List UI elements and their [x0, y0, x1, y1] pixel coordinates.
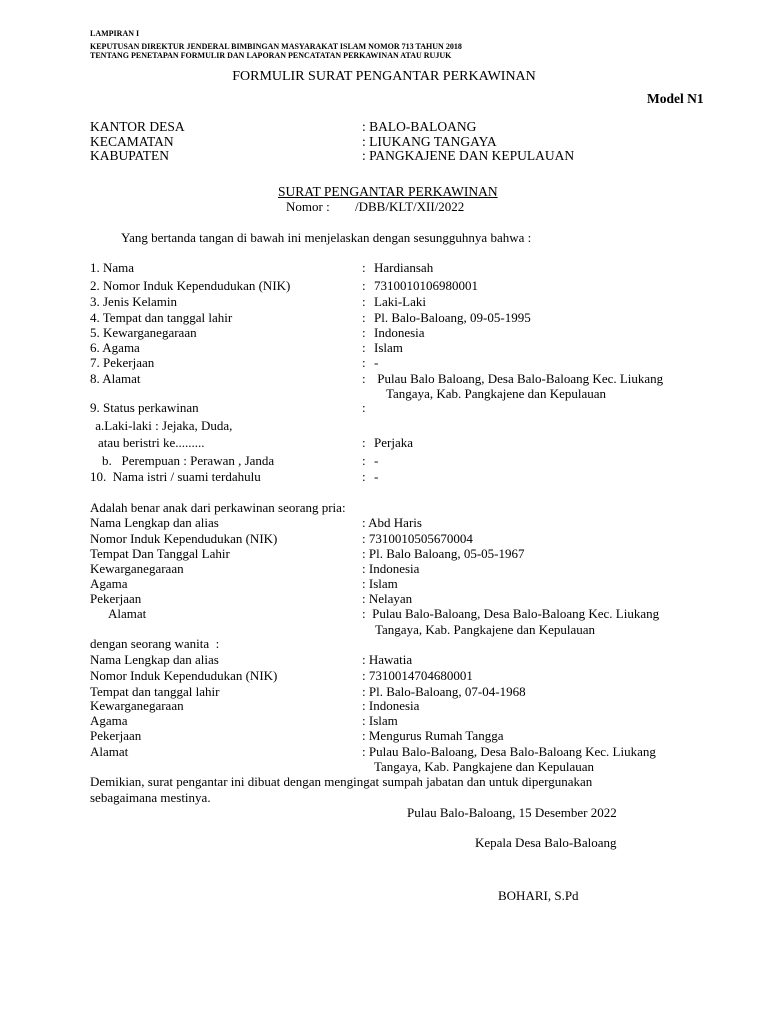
father-label: Kewarganegaraan: [90, 561, 184, 576]
mother-value: : Indonesia: [362, 698, 420, 713]
person-colon: :: [362, 453, 366, 468]
person-value: Pulau Balo Baloang, Desa Balo-Baloang Kec. Liukang: [374, 371, 664, 386]
person-colon: :: [362, 294, 366, 309]
father-label: Nomor Induk Kependudukan (NIK): [90, 531, 278, 546]
person-label: 8. Alamat: [90, 371, 141, 386]
person-label: a.Laki-laki : Jejaka, Duda,: [92, 418, 233, 433]
mother-value-continuation: Tangaya, Kab. Pangkajene dan Kepulauan: [374, 759, 595, 774]
father-intro: Adalah benar anak dari perkawinan seorang pria:: [90, 500, 346, 515]
letter-title: SURAT PENGANTAR PERKAWINAN: [278, 184, 498, 199]
mother-value: : Hawatia: [362, 652, 413, 667]
model-label: Model N1: [647, 91, 704, 106]
place-date: Pulau Balo-Baloang, 15 Desember 2022: [407, 805, 617, 820]
person-value: Hardiansah: [374, 260, 434, 275]
person-colon: :: [362, 469, 366, 484]
father-label: Tempat Dan Tanggal Lahir: [90, 546, 230, 561]
closing-line-1: Demikian, surat pengantar ini dibuat dengan mengingat sumpah jabatan dan untuk dipergunakan: [90, 774, 593, 789]
father-label: Agama: [90, 576, 128, 591]
mother-label: Alamat: [90, 744, 129, 759]
signer-title: Kepala Desa Balo-Baloang: [475, 835, 617, 850]
mother-value: : Pulau Balo-Baloang, Desa Balo-Baloang Kec. Liukang: [362, 744, 656, 759]
header-line-1: LAMPIRAN I: [90, 29, 140, 38]
person-colon: :: [362, 325, 366, 340]
office-value-kabupaten: : PANGKAJENE DAN KEPULAUAN: [362, 148, 575, 163]
father-label: Nama Lengkap dan alias: [90, 515, 219, 530]
person-colon: :: [362, 278, 366, 293]
signer-name: BOHARI, S.Pd: [498, 888, 579, 903]
mother-label: Kewarganegaraan: [90, 698, 184, 713]
nomor-label: Nomor :: [286, 199, 330, 214]
father-value: : Nelayan: [362, 591, 413, 606]
mother-label: Nomor Induk Kependudukan (NIK): [90, 668, 278, 683]
person-value: Laki-Laki: [374, 294, 426, 309]
father-value: : Indonesia: [362, 561, 420, 576]
father-value: : 7310010505670004: [362, 531, 473, 546]
person-value: Indonesia: [374, 325, 425, 340]
mother-value: : Pl. Balo-Baloang, 07-04-1968: [362, 684, 526, 699]
person-value: Pl. Balo-Baloang, 09-05-1995: [374, 310, 531, 325]
person-label: 3. Jenis Kelamin: [90, 294, 178, 309]
office-label-kecamatan: KECAMATAN: [90, 134, 174, 149]
person-colon: :: [362, 260, 366, 275]
person-value: Perjaka: [374, 435, 413, 450]
header-line-2: KEPUTUSAN DIREKTUR JENDERAL BIMBINGAN MASYARAKAT ISLAM NOMOR 713 TAHUN 2018: [90, 42, 462, 51]
header-line-3: TENTANG PENETAPAN FORMULIR DAN LAPORAN PENCATATAN PERKAWINAN ATAU RUJUK: [90, 51, 452, 60]
person-label: 1. Nama: [90, 260, 135, 275]
intro-text: Yang bertanda tangan di bawah ini menjelaskan dengan sesungguhnya bahwa :: [121, 230, 532, 245]
mother-value: : Islam: [362, 713, 398, 728]
father-label: Alamat: [108, 606, 147, 621]
person-colon: :: [362, 310, 366, 325]
person-label: 2. Nomor Induk Kependudukan (NIK): [90, 278, 291, 293]
office-value-desa: : BALO-BALOANG: [362, 119, 477, 134]
closing-line-2: sebagaimana mestinya.: [90, 790, 211, 805]
father-value: : Abd Haris: [362, 515, 422, 530]
nomor-value: /DBB/KLT/XII/2022: [355, 199, 465, 214]
mother-label: Pekerjaan: [90, 728, 142, 743]
office-value-kecamatan: : LIUKANG TANGAYA: [362, 134, 497, 149]
person-colon: :: [362, 400, 366, 415]
person-value: 7310010106980001: [374, 278, 478, 293]
father-value: : Pl. Balo Baloang, 05-05-1967: [362, 546, 525, 561]
person-label: b. Perempuan : Perawan , Janda: [102, 453, 275, 468]
father-label: Pekerjaan: [90, 591, 142, 606]
person-label: 7. Pekerjaan: [90, 355, 155, 370]
office-label-kabupaten: KABUPATEN: [90, 148, 170, 163]
person-colon: :: [362, 340, 366, 355]
mother-value: : 7310014704680001: [362, 668, 473, 683]
mother-label: Nama Lengkap dan alias: [90, 652, 219, 667]
person-value: Islam: [374, 340, 403, 355]
mother-label: Agama: [90, 713, 128, 728]
father-value: : Islam: [362, 576, 398, 591]
mother-label: Tempat dan tanggal lahir: [90, 684, 220, 699]
person-label: atau beristri ke.........: [98, 435, 205, 450]
mother-value: : Mengurus Rumah Tangga: [362, 728, 504, 743]
father-value: : Pulau Balo-Baloang, Desa Balo-Baloang Kec. Liukang: [362, 606, 660, 621]
person-value-continuation: Tangaya, Kab. Pangkajene dan Kepulauan: [386, 386, 607, 401]
person-colon: :: [362, 355, 366, 370]
person-label: 10. Nama istri / suami terdahulu: [90, 469, 261, 484]
form-title: FORMULIR SURAT PENGANTAR PERKAWINAN: [232, 69, 536, 84]
father-value-continuation: Tangaya, Kab. Pangkajene dan Kepulauan: [375, 622, 596, 637]
person-label: 4. Tempat dan tanggal lahir: [90, 310, 233, 325]
person-colon: :: [362, 371, 366, 386]
mother-intro: dengan seorang wanita :: [90, 636, 220, 651]
person-value: -: [374, 453, 379, 468]
person-label: 6. Agama: [90, 340, 140, 355]
person-value: -: [374, 355, 379, 370]
person-colon: :: [362, 435, 366, 450]
person-value: -: [374, 469, 379, 484]
office-label-desa: KANTOR DESA: [90, 119, 185, 134]
person-label: 9. Status perkawinan: [90, 400, 199, 415]
person-label: 5. Kewarganegaraan: [90, 325, 197, 340]
